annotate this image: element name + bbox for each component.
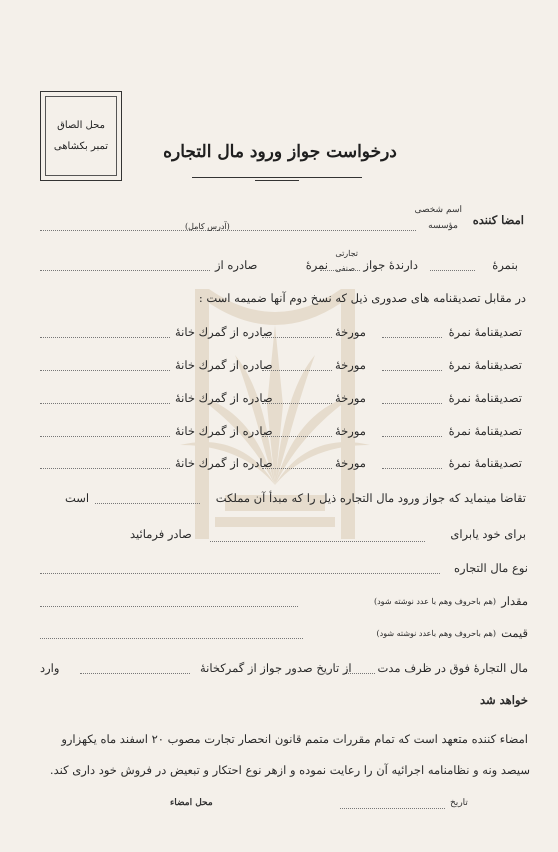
signatory-opt-firm: مؤسسه (428, 221, 458, 231)
license-prefix-field[interactable] (430, 270, 475, 271)
cert-customs-field[interactable] (40, 370, 170, 371)
cert-number-field[interactable] (382, 436, 442, 437)
stamp-line-2: تمبر بکشاهی (53, 141, 109, 152)
quantity-note: (هم باحروف وهم با عدد نوشته شود) (374, 597, 496, 606)
deadline-cont: خواهد شد (479, 693, 528, 707)
form-page: محل الصاق تمبر بکشاهی درخواست جواز ورود مال التجاره امضا کننده اسم شخصی مؤسسه (آدرس کامل) بنمرهٔ دارندهٔ جواز تجارتی صنفی نمرهٔ صادره از در مقابل تصدیقنامه های صدوری ذیل که نسخ دوم آنها ضمیمه است : تصدیقنامهٔ نمرهٔ مورخهٔ صادره از گمرك خانهٔ تصدیقنامهٔ نمرهٔ مورخهٔ صادره از گمرك خانهٔ تصدیقنامهٔ نمرهٔ مورخهٔ صادره از گمرك خانهٔ تصدیقنامهٔ نمرهٔ مورخهٔ صادره از گمرك خانهٔ تصدیقنامهٔ نمرهٔ مورخهٔ صادره از گمرك خانهٔ تقاضا مینماید که جواز ورود مال التجاره ذیل را که مبدأ آن مملکت است برای خود یابرای صادر فرمائید نوع مال التجاره مقدار (هم باحروف وهم با عدد نوشته شود) قیمت (هم باحروف وهم باعدد نوشته شود) مال التجارهٔ فوق در ظرف مدت از تاریخ صدور جواز از گمرکخانهٔ وارد خواهد شد امضاء کننده متعهد است که تمام مقررات متمم قانون انحصار تجارت مصوب ۲۰ اسفند ماه یکهزارو سیصد ونه و نظامنامه اجرائیه آن را رعایت نموده و ازهر نوع احتکار و تبعیض در فروش خود داری کند. تاریخ محل امضاء (0, 0, 558, 852)
title-underline-short (255, 180, 299, 181)
license-holder-label: دارندهٔ جواز (363, 258, 418, 272)
for-self-label: برای خود یابرای (450, 527, 526, 541)
license-opt-commercial: تجارتی (335, 249, 358, 258)
price-note: (هم باحروف وهم باعدد نوشته شود) (376, 629, 496, 638)
signatory-label: امضا کننده (472, 213, 524, 227)
pledge-line-1: امضاء کننده متعهد است که تمام مقررات متمم قانون انحصار تجارت مصوب ۲۰ اسفند ماه یکهزارو (61, 732, 528, 746)
origin-country-field[interactable] (95, 503, 200, 504)
stamp-line-1: محل الصاق (57, 120, 105, 131)
deadline-end: وارد (40, 661, 60, 675)
deadline-customs-field[interactable] (80, 673, 190, 674)
cert-number-field[interactable] (382, 370, 442, 371)
cert-customs-field[interactable] (40, 468, 170, 469)
deadline-mid: از تاریخ صدور جواز از گمرکخانهٔ (200, 661, 352, 675)
date-field[interactable] (340, 808, 445, 809)
license-prefix: بنمرهٔ (492, 258, 518, 272)
cert-number-field[interactable] (382, 337, 442, 338)
cert-customs-field[interactable] (40, 436, 170, 437)
title-underline (192, 177, 362, 178)
license-opt-guild: صنفی (335, 264, 355, 273)
deadline-text: مال التجارهٔ فوق در ظرف مدت (377, 661, 528, 675)
request-end: است (65, 491, 90, 505)
for-self-end: صادر فرمائید (130, 527, 192, 541)
license-number-label: نمرهٔ (305, 258, 328, 272)
goods-type-label: نوع مال التجاره (453, 561, 528, 575)
signatory-opt-person: اسم شخصی (414, 205, 462, 215)
cert-number-field[interactable] (382, 468, 442, 469)
cert-customs-field[interactable] (40, 337, 170, 338)
goods-type-field[interactable] (40, 573, 440, 574)
date-label: تاریخ (450, 798, 468, 808)
license-issued-field[interactable] (40, 270, 210, 271)
cert-number-field[interactable] (382, 403, 442, 404)
request-text: تقاضا مینماید که جواز ورود مال التجاره ذیل را که مبدأ آن مملکت (215, 491, 526, 505)
for-self-field[interactable] (210, 541, 425, 542)
page-title: درخواست جواز ورود مال التجاره (163, 142, 397, 162)
cert-customs-field[interactable] (40, 403, 170, 404)
certificates-intro: در مقابل تصدیقنامه های صدوری ذیل که نسخ دوم آنها ضمیمه است : (198, 291, 526, 305)
quantity-label: مقدار (501, 594, 528, 608)
license-issued-label: صادره از (215, 258, 258, 272)
price-field[interactable] (40, 638, 303, 639)
address-note: (آدرس کامل) (185, 222, 230, 231)
license-number-field[interactable] (320, 270, 360, 271)
signature-label: محل امضاء (170, 798, 213, 808)
stamp-box (40, 91, 122, 181)
pledge-line-2: سیصد ونه و نظامنامه اجرائیه آن را رعایت نموده و ازهر نوع احتکار و تبعیض در فروش خود داری کند. (49, 763, 530, 777)
price-label: قیمت (501, 626, 528, 640)
quantity-field[interactable] (40, 606, 298, 607)
